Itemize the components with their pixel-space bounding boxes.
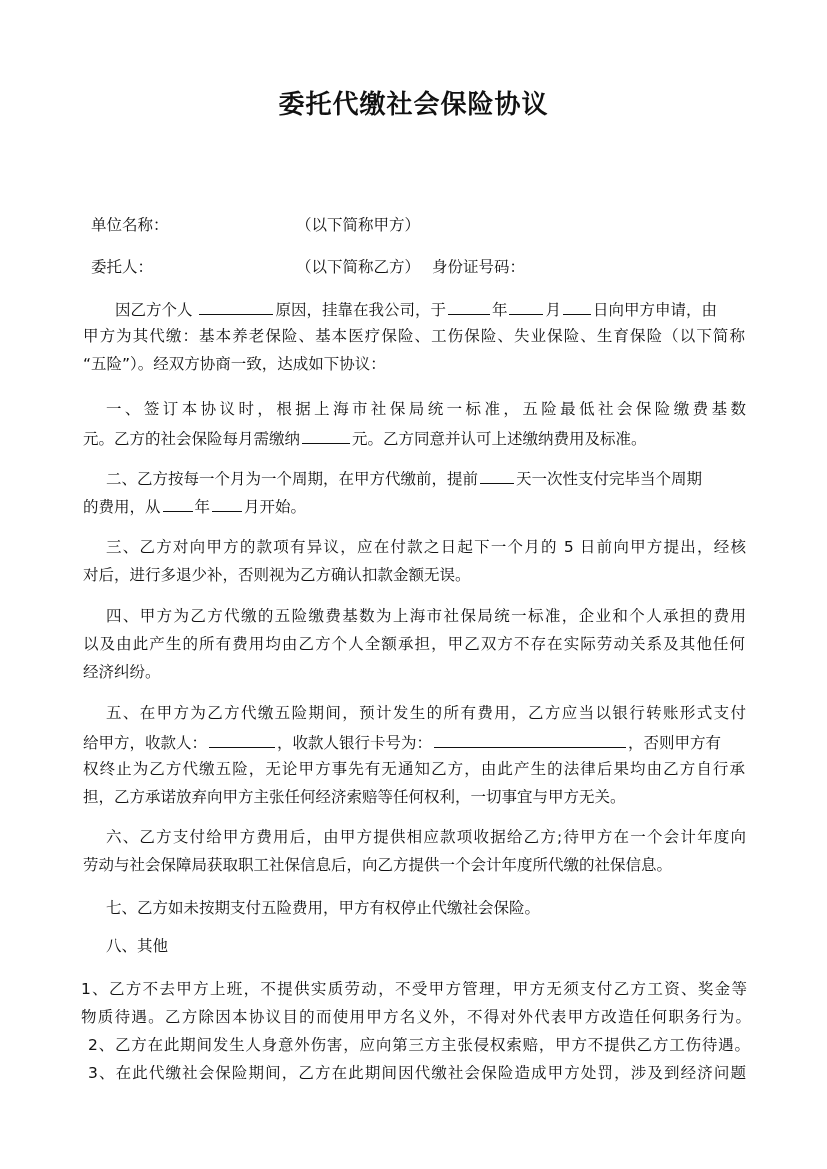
clause-text: 年: [194, 498, 211, 516]
clause-5-line-3: 权终止为乙方代缴五险，无论甲方事先有无通知乙方，由此产生的法律后果均由乙方自行承: [83, 760, 745, 778]
clause-7: 七、乙方如未按期支付五险费用，甲方有权停止代缴社会保险。: [106, 899, 541, 917]
unit-alias: （以下简称甲方）: [296, 216, 421, 234]
clause-text: 元。乙方的社会保险每月需缴纳: [83, 430, 301, 448]
intro-line-3: “五险”）。经双方协商一致，达成如下协议：: [83, 355, 386, 373]
clause-2-line-2: [83, 494, 306, 518]
clause-8-heading: 八、其他: [106, 937, 169, 955]
start-month-blank: [212, 494, 242, 512]
start-year-blank: [163, 494, 193, 512]
intro-line-1: [115, 297, 717, 321]
clause-1-line-2: [83, 426, 647, 450]
clause-5-line-1: 五、在甲方为乙方代缴五险期间，预计发生的所有费用，乙方应当以银行转账形式支付: [106, 704, 746, 722]
year-blank: [448, 297, 490, 315]
client-alias: （以下简称乙方）: [296, 258, 421, 276]
clause-2-line-1: [106, 466, 702, 490]
intro-line-2: 甲方为其代缴：基本养老保险、基本医疗保险、工伤保险、失业保险、生育保险（以下简称: [83, 327, 745, 345]
unit-name-label: 单位名称：: [91, 216, 169, 234]
month-blank: [509, 297, 543, 315]
clause-text: 元。乙方同意并认可上述缴纳费用及标准。: [352, 430, 647, 448]
intro-text: 日向甲方申请，由: [593, 301, 718, 319]
clause-4-line-2: 以及由此产生的所有费用均由乙方个人全额承担，甲乙双方不存在实际劳动关系及其他任何: [83, 635, 745, 653]
other-item-1-line-2: 物质待遇。乙方除因本协议目的而使用甲方名义外，不得对外代表甲方改造任何职务行为。: [81, 1008, 751, 1026]
clause-text: 的费用，从: [83, 498, 161, 516]
clause-5-line-2: [83, 730, 721, 754]
client-label: 委托人：: [91, 258, 154, 276]
clause-4-line-1: 四、甲方为乙方代缴的五险缴费基数为上海市社保局统一标准，企业和个人承担的费用: [106, 607, 746, 625]
clause-6-line-1: 六、乙方支付给甲方费用后，由甲方提供相应款项收据给乙方;待甲方在一个会计年度向: [106, 828, 746, 846]
other-item-2: 2、乙方在此期间发生人身意外伤害，应向第三方主张侵权索赔，甲方不提供乙方工伤待遇。: [88, 1036, 750, 1054]
clause-text: ，否则甲方有: [628, 734, 722, 752]
clause-text: 月开始。: [244, 498, 307, 516]
intro-text: 原因，挂靠在我公司，于: [275, 301, 446, 319]
clause-text: ，收款人银行卡号为：: [277, 734, 433, 752]
id-number-label: 身份证号码：: [432, 258, 526, 276]
clause-3-line-1: 三、乙方对向甲方的款项有异议，应在付款之日起下一个月的 5 日前向甲方提出，经核: [106, 538, 746, 556]
intro-text: 月: [545, 301, 561, 319]
intro-text: 因乙方个人: [115, 301, 193, 319]
clause-4-line-3: 经济纠纷。: [83, 663, 161, 681]
clause-3-line-2: 对后，进行多退少补，否则视为乙方确认扣款金额无误。: [83, 566, 471, 584]
document-title: 委托代缴社会保险协议: [278, 90, 549, 120]
bank-card-blank: [434, 730, 626, 748]
day-blank: [563, 297, 591, 315]
days-blank: [480, 466, 514, 484]
intro-text: 年: [491, 301, 508, 319]
clause-1-line-1: 一、签订本协议时，根据上海市社保局统一标准，五险最低社会保险缴费基数: [106, 400, 746, 418]
other-item-3: 3、在此代缴社会保险期间，乙方在此期间因代缴社会保险造成甲方处罚，涉及到经济问题: [88, 1064, 746, 1082]
clause-5-line-4: 担，乙方承诺放弃向甲方主张任何经济索赔等任何权利，一切事宜与甲方无关。: [83, 788, 626, 806]
reason-blank: [199, 297, 273, 315]
clause-text: 给甲方，收款人：: [83, 734, 208, 752]
clause-text: 二、乙方按每一个月为一个周期，在甲方代缴前，提前: [106, 470, 479, 488]
clause-text: 天一次性支付完毕当个周期: [516, 470, 703, 488]
monthly-amount-blank: [302, 426, 350, 444]
clause-6-line-2: 劳动与社会保障局获取职工社保信息后，向乙方提供一个会计年度所代缴的社保信息。: [83, 856, 673, 874]
other-item-1-line-1: 1、乙方不去甲方上班，不提供实质劳动，不受甲方管理，甲方无须支付乙方工资、奖金等: [81, 980, 747, 998]
payee-blank: [209, 730, 275, 748]
